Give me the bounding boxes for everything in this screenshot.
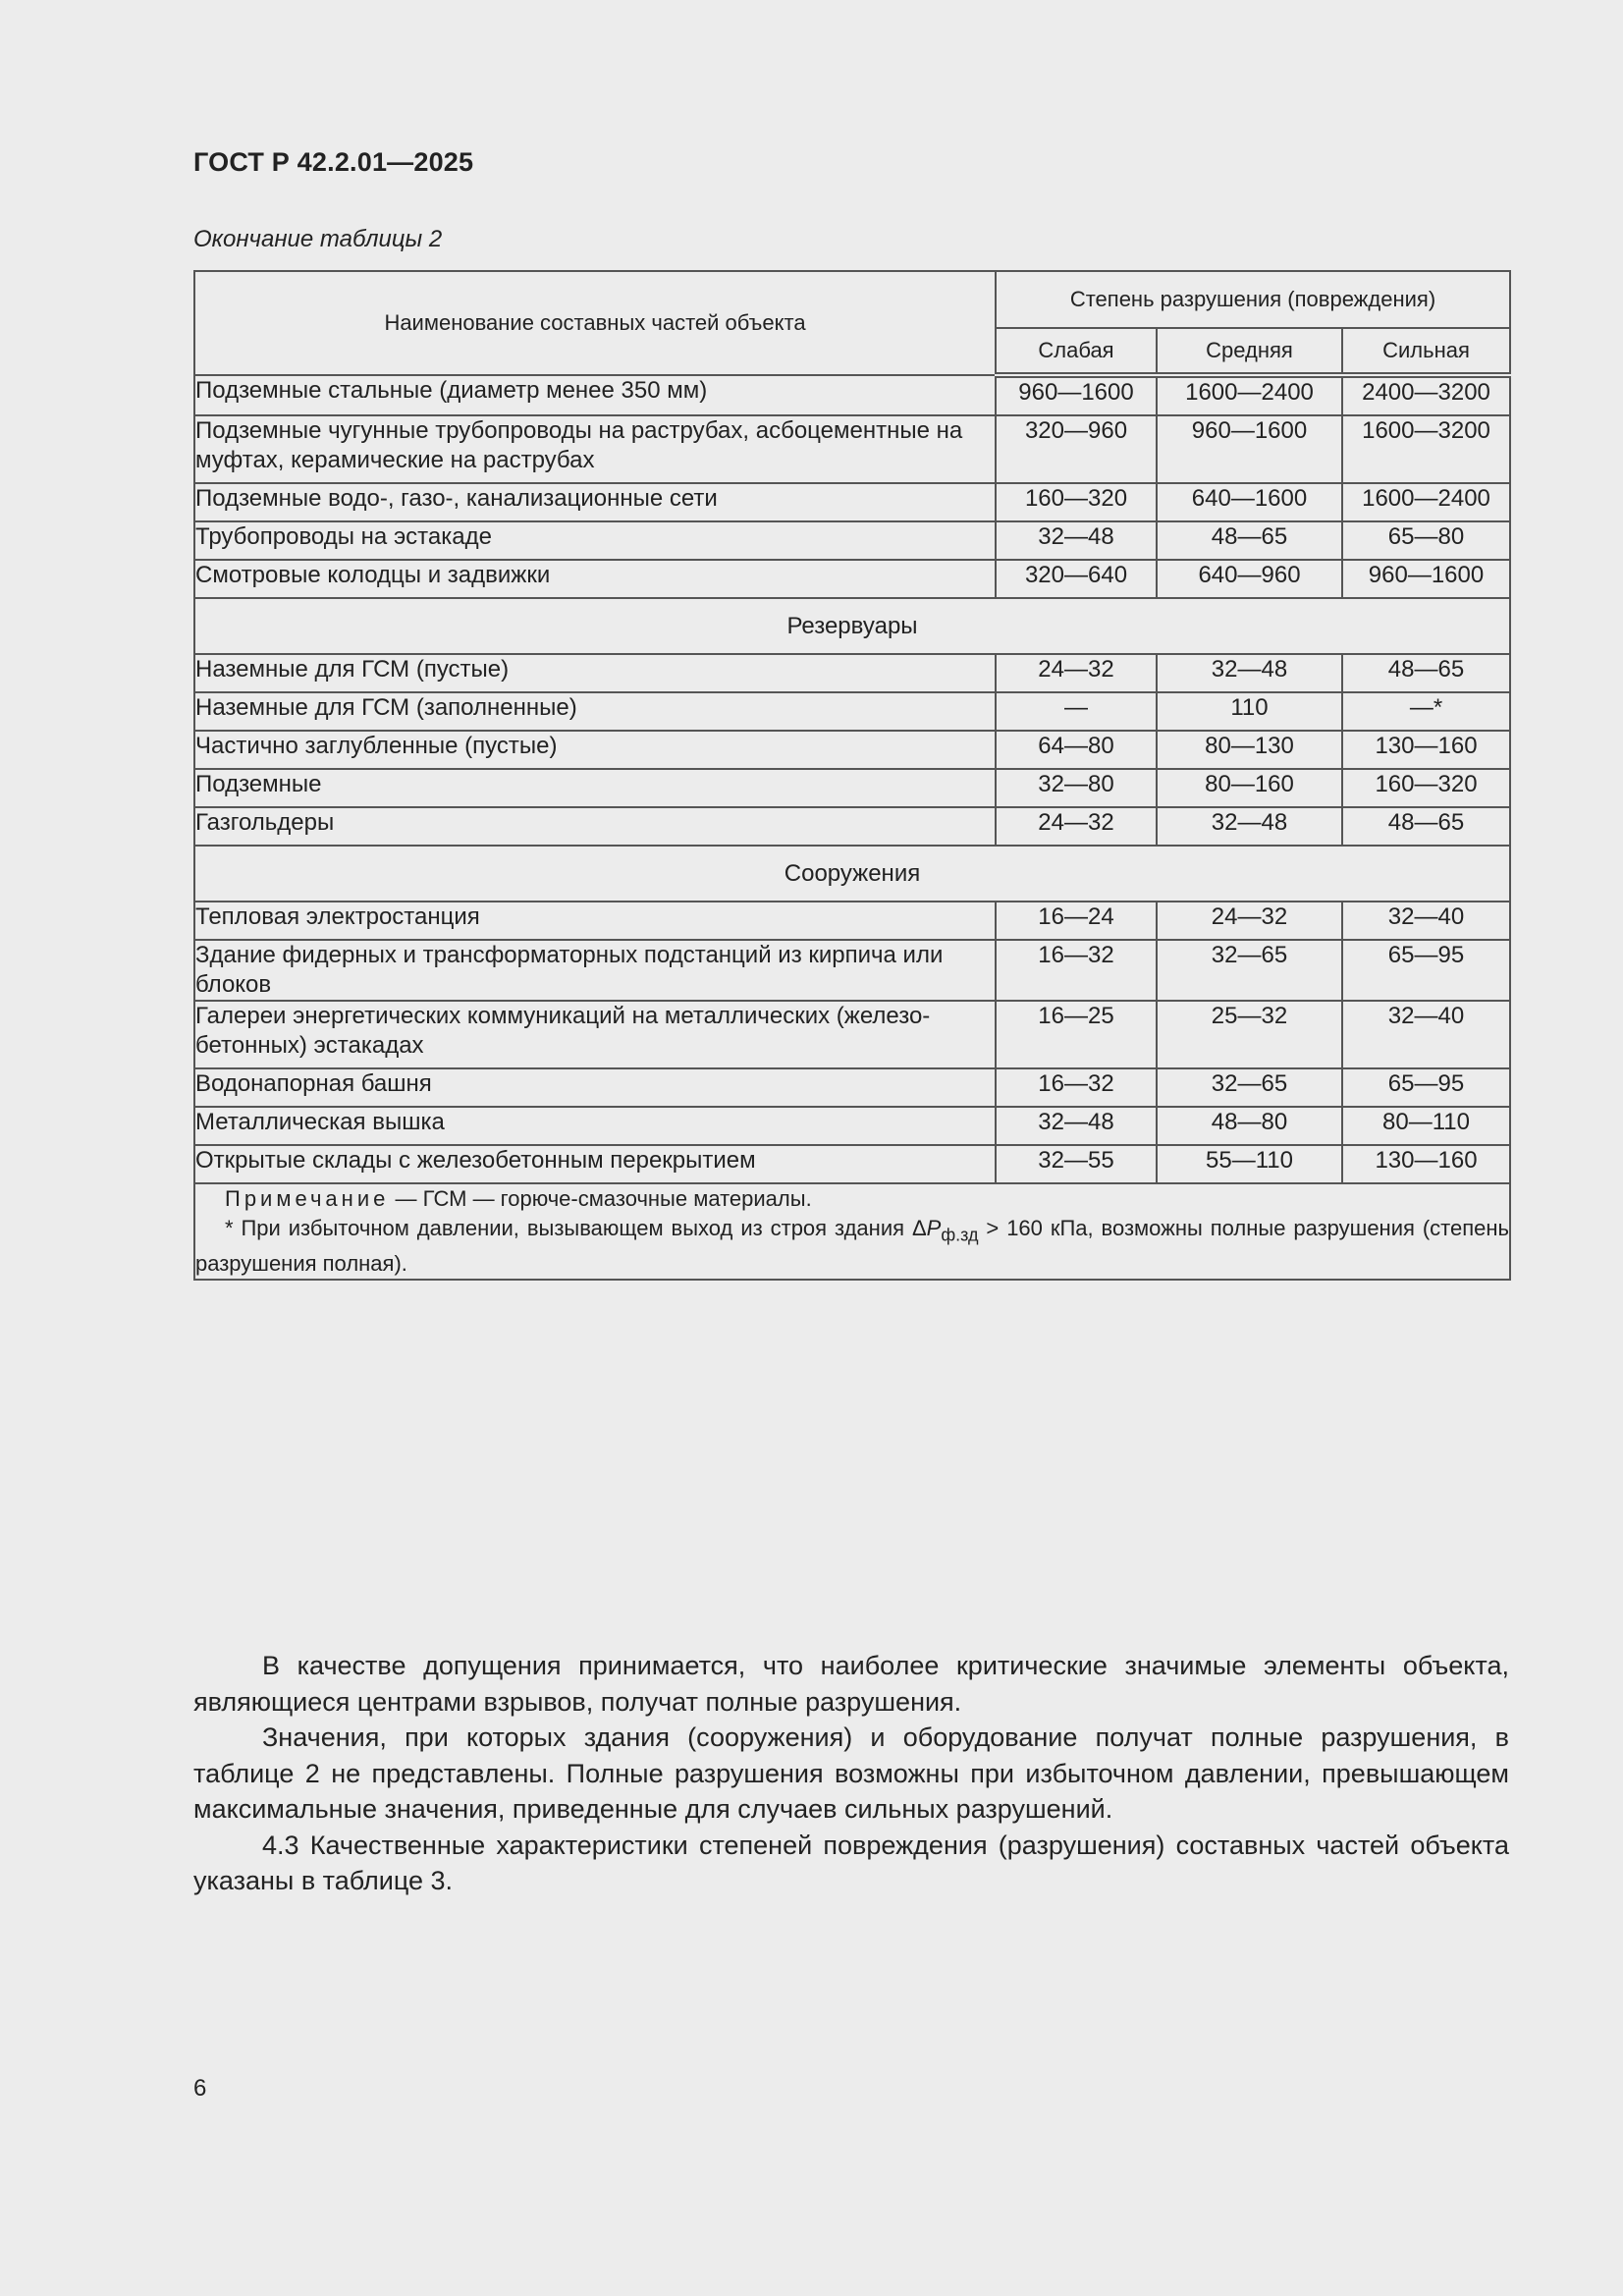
medium-value-cell: 24—32 bbox=[1157, 902, 1342, 940]
weak-value-cell: 24—32 bbox=[996, 807, 1157, 846]
note-gsm bbox=[195, 1184, 1509, 1214]
medium-value-cell: 640—960 bbox=[1157, 560, 1342, 598]
weak-value-cell: 64—80 bbox=[996, 731, 1157, 769]
weak-value-cell: 32—55 bbox=[996, 1145, 1157, 1183]
table-row bbox=[194, 375, 1510, 415]
component-name-cell: Водонапорная башня bbox=[194, 1068, 996, 1107]
component-name-cell: Подземные bbox=[194, 769, 996, 807]
note-asterisk-subscript: ф.зд bbox=[941, 1225, 979, 1245]
component-name-cell: Подземные стальные (диаметр менее 350 мм) bbox=[194, 375, 996, 415]
note-asterisk-before: * При избыточном давлении, вызывающем выход из строя здания Δ bbox=[225, 1216, 927, 1240]
strong-value-cell: 1600—2400 bbox=[1342, 483, 1510, 521]
component-name-cell: Наземные для ГСМ (пустые) bbox=[194, 654, 996, 692]
weak-value-cell: 16—24 bbox=[996, 902, 1157, 940]
medium-value-cell: 32—65 bbox=[1157, 1068, 1342, 1107]
component-name-cell: Тепловая электростанция bbox=[194, 902, 996, 940]
table-section-row bbox=[194, 846, 1510, 902]
document-standard-title: ГОСТ Р 42.2.01—2025 bbox=[193, 147, 474, 177]
column-header-weak: Слабая bbox=[996, 328, 1157, 375]
table-row bbox=[194, 731, 1510, 769]
table-row bbox=[194, 521, 1510, 560]
note-asterisk-symbol: P bbox=[926, 1216, 942, 1240]
component-name-cell: Галереи энергетических коммуникаций на металлических (железо-бетонных) эстакадах bbox=[194, 1001, 996, 1068]
table-row bbox=[194, 1001, 1510, 1068]
note-asterisk-after: > 160 кПа, возможны полные разрушения (степень разрушения полная). bbox=[195, 1216, 1509, 1277]
medium-value-cell: 32—48 bbox=[1157, 807, 1342, 846]
strong-value-cell: 80—110 bbox=[1342, 1107, 1510, 1145]
weak-value-cell: 320—960 bbox=[996, 415, 1157, 483]
strong-value-cell: 130—160 bbox=[1342, 731, 1510, 769]
table-row bbox=[194, 1145, 1510, 1183]
weak-value-cell: 960—1600 bbox=[996, 375, 1157, 415]
strong-value-cell: 65—95 bbox=[1342, 940, 1510, 1001]
medium-value-cell: 48—65 bbox=[1157, 521, 1342, 560]
column-header-name: Наименование составных частей объекта bbox=[194, 271, 996, 375]
table-row bbox=[194, 692, 1510, 731]
component-name-cell: Подземные водо-, газо-, канализационные сети bbox=[194, 483, 996, 521]
medium-value-cell: 32—48 bbox=[1157, 654, 1342, 692]
strong-value-cell: 32—40 bbox=[1342, 1001, 1510, 1068]
medium-value-cell: 110 bbox=[1157, 692, 1342, 731]
column-header-medium: Средняя bbox=[1157, 328, 1342, 375]
strong-value-cell: 48—65 bbox=[1342, 807, 1510, 846]
table-row bbox=[194, 415, 1510, 483]
component-name-cell: Наземные для ГСМ (заполненные) bbox=[194, 692, 996, 731]
weak-value-cell: 32—80 bbox=[996, 769, 1157, 807]
table-row bbox=[194, 769, 1510, 807]
section-header: Сооружения bbox=[194, 846, 1510, 902]
page-number: 6 bbox=[193, 2075, 207, 2102]
weak-value-cell: 16—25 bbox=[996, 1001, 1157, 1068]
medium-value-cell: 25—32 bbox=[1157, 1001, 1342, 1068]
table-row bbox=[194, 560, 1510, 598]
strong-value-cell: 32—40 bbox=[1342, 902, 1510, 940]
medium-value-cell: 80—160 bbox=[1157, 769, 1342, 807]
component-name-cell: Здание фидерных и трансформаторных подстанций из кирпича или блоков bbox=[194, 940, 996, 1001]
component-name-cell: Трубопроводы на эстакаде bbox=[194, 521, 996, 560]
note-asterisk bbox=[195, 1214, 1509, 1279]
table-row bbox=[194, 807, 1510, 846]
body-text bbox=[193, 1648, 1509, 1899]
damage-degree-table bbox=[193, 270, 1511, 1281]
medium-value-cell: 640—1600 bbox=[1157, 483, 1342, 521]
component-name-cell: Смотровые колодцы и задвижки bbox=[194, 560, 996, 598]
strong-value-cell: 48—65 bbox=[1342, 654, 1510, 692]
medium-value-cell: 960—1600 bbox=[1157, 415, 1342, 483]
strong-value-cell: 65—95 bbox=[1342, 1068, 1510, 1107]
strong-value-cell: 2400—3200 bbox=[1342, 375, 1510, 415]
medium-value-cell: 55—110 bbox=[1157, 1145, 1342, 1183]
weak-value-cell: 32—48 bbox=[996, 1107, 1157, 1145]
paragraph: В качестве допущения принимается, что наиболее критические значимые элементы объекта, являющиеся центрами взрывов, получат полные разрушения. bbox=[193, 1651, 1509, 1717]
medium-value-cell: 1600—2400 bbox=[1157, 375, 1342, 415]
weak-value-cell: 32—48 bbox=[996, 521, 1157, 560]
strong-value-cell: 160—320 bbox=[1342, 769, 1510, 807]
medium-value-cell: 48—80 bbox=[1157, 1107, 1342, 1145]
table-section-row bbox=[194, 598, 1510, 654]
component-name-cell: Газгольдеры bbox=[194, 807, 996, 846]
strong-value-cell: —* bbox=[1342, 692, 1510, 731]
strong-value-cell: 960—1600 bbox=[1342, 560, 1510, 598]
table-row bbox=[194, 1068, 1510, 1107]
paragraph: 4.3 Качественные характеристики степеней повреждения (разрушения) составных частей объекта указаны в таблице 3. bbox=[193, 1830, 1509, 1895]
weak-value-cell: 24—32 bbox=[996, 654, 1157, 692]
strong-value-cell: 65—80 bbox=[1342, 521, 1510, 560]
medium-value-cell: 80—130 bbox=[1157, 731, 1342, 769]
table-row bbox=[194, 902, 1510, 940]
component-name-cell: Подземные чугунные трубопроводы на раструбах, асбоцементные на муфтах, керамические на раструбах bbox=[194, 415, 996, 483]
table-row bbox=[194, 1107, 1510, 1145]
paragraph: Значения, при которых здания (сооружения) и оборудование получат полные разрушения, в таблице 2 не представлены. Полные разрушения возможны при избыточном давлении, превышающем максимальные значения, приведенные для случаев сильных разрушений. bbox=[193, 1722, 1509, 1824]
weak-value-cell: — bbox=[996, 692, 1157, 731]
medium-value-cell: 32—65 bbox=[1157, 940, 1342, 1001]
component-name-cell: Открытые склады с железобетонным перекрытием bbox=[194, 1145, 996, 1183]
table-body bbox=[194, 375, 1510, 1183]
note-label: Примечание bbox=[225, 1186, 390, 1211]
component-name-cell: Металлическая вышка bbox=[194, 1107, 996, 1145]
note-text: — ГСМ — горюче-смазочные материалы. bbox=[389, 1186, 812, 1211]
weak-value-cell: 320—640 bbox=[996, 560, 1157, 598]
table-row bbox=[194, 940, 1510, 1001]
strong-value-cell: 1600—3200 bbox=[1342, 415, 1510, 483]
weak-value-cell: 160—320 bbox=[996, 483, 1157, 521]
component-name-cell: Частично заглубленные (пустые) bbox=[194, 731, 996, 769]
table-caption: Окончание таблицы 2 bbox=[193, 226, 443, 252]
column-group-header-degree: Степень разрушения (повреждения) bbox=[996, 271, 1510, 328]
column-header-strong: Сильная bbox=[1342, 328, 1510, 375]
strong-value-cell: 130—160 bbox=[1342, 1145, 1510, 1183]
table-row bbox=[194, 483, 1510, 521]
table-row bbox=[194, 654, 1510, 692]
weak-value-cell: 16—32 bbox=[996, 1068, 1157, 1107]
weak-value-cell: 16—32 bbox=[996, 940, 1157, 1001]
section-header: Резервуары bbox=[194, 598, 1510, 654]
table-notes bbox=[194, 1183, 1510, 1280]
